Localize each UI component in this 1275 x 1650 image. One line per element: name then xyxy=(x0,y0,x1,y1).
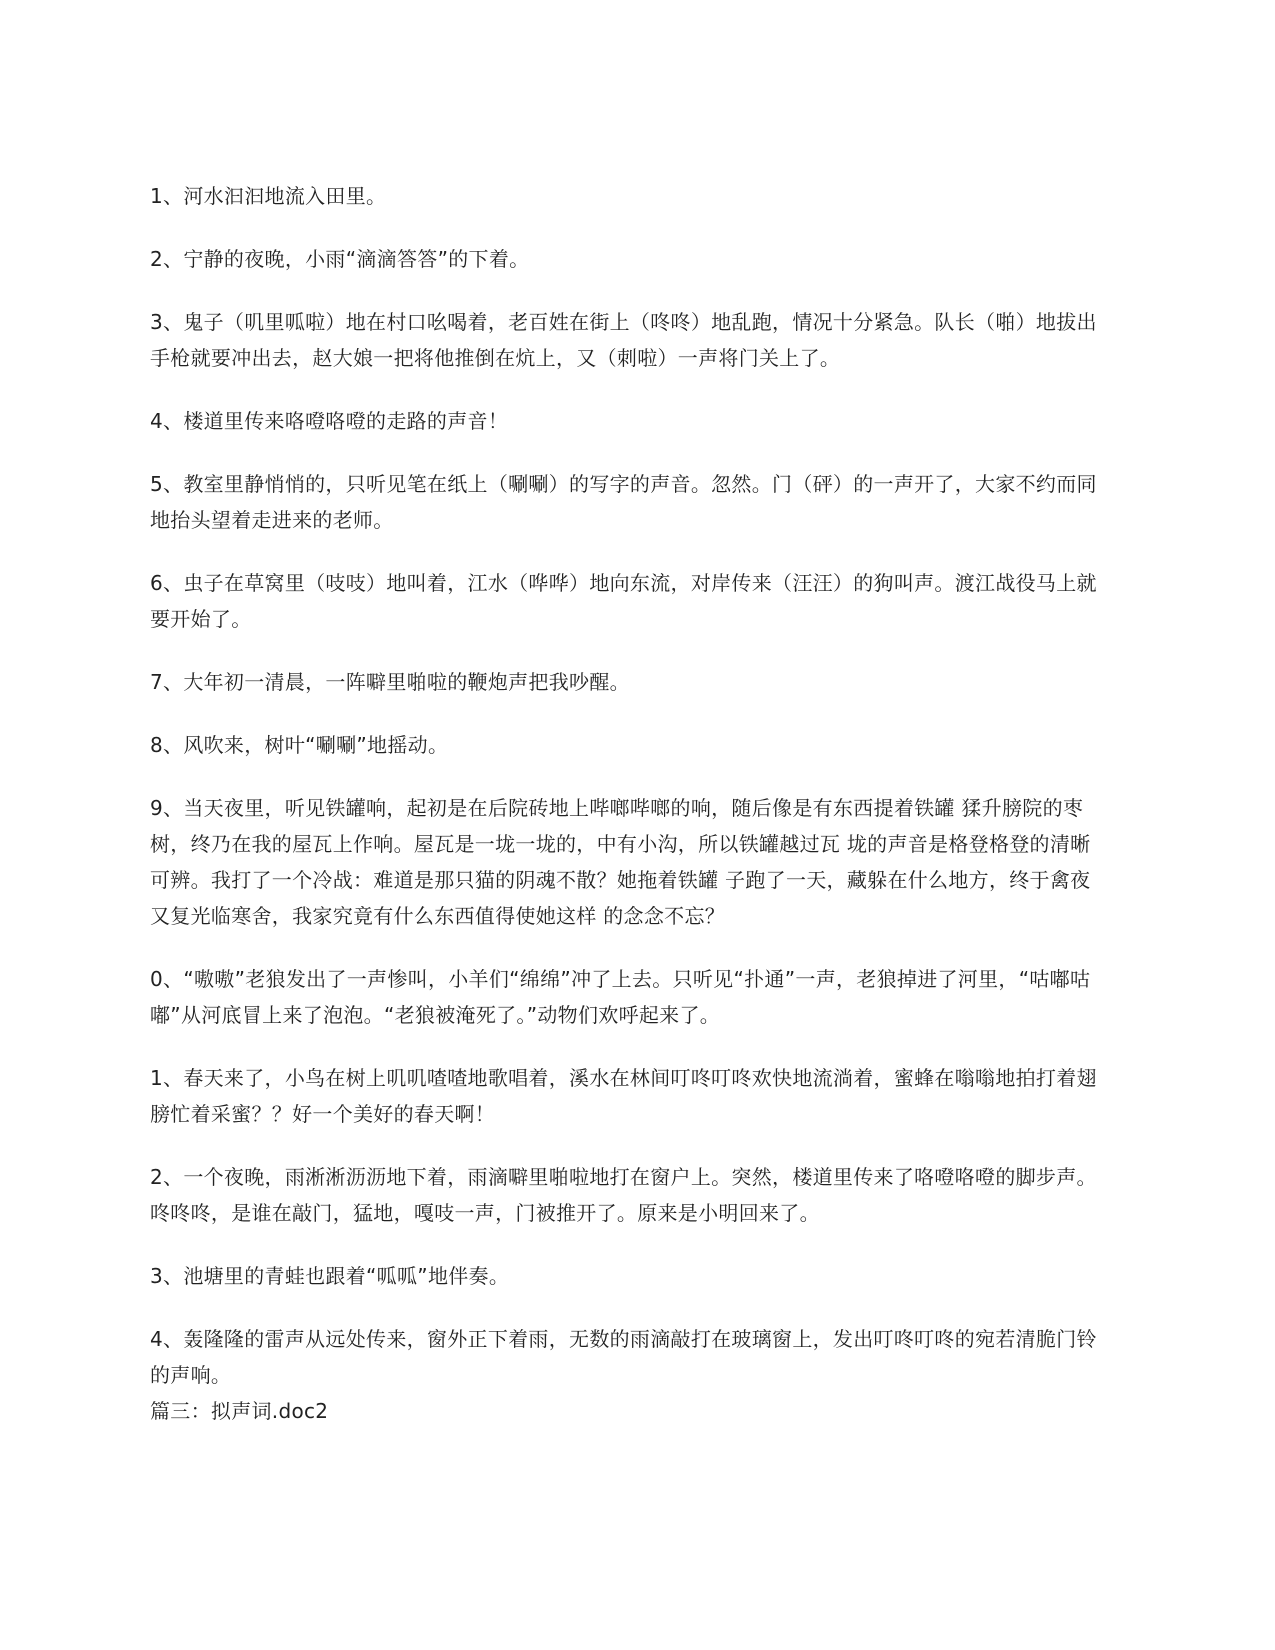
paragraph-11: 1、春天来了，小鸟在树上叽叽喳喳地歌唱着，溪水在林间叮咚叮咚欢快地流淌着，蜜蜂在嗡嗡地拍打着翅膀忙着采蜜？？好一个美好的春天啊！ xyxy=(150,1066,1097,1126)
paragraph-14: 4、轰隆隆的雷声从远处传来，窗外正下着雨，无数的雨滴敲打在玻璃窗上，发出叮咚叮咚的宛若清脆门铃的声响。 xyxy=(150,1327,1097,1387)
paragraph-10: 0、“嗷嗷”老狼发出了一声惨叫，小羊们“绵绵”冲了上去。只听见“扑通”一声，老狼掉进了河里，“咕嘟咕嘟”从河底冒上来了泡泡。“老狼被淹死了。”动物们欢呼起来了。 xyxy=(150,967,1091,1027)
paragraph-5: 5、教室里静悄悄的，只听见笔在纸上（唰唰）的写字的声音。忽然。门（砰）的一声开了，大家不约而同地抬头望着走进来的老师。 xyxy=(150,472,1097,532)
document-page xyxy=(150,178,1110,1429)
paragraph-2: 2、宁静的夜晚，小雨“滴滴答答”的下着。 xyxy=(150,247,530,271)
paragraph-7: 7、大年初一清晨，一阵噼里啪啦的鞭炮声把我吵醒。 xyxy=(150,670,630,694)
paragraph-12: 2、一个夜晚，雨淅淅沥沥地下着，雨滴噼里啪啦地打在窗户上。突然，楼道里传来了咯噔咯噔的脚步声。咚咚咚，是谁在敲门，猛地，嘎吱一声，门被推开了。原来是小明回来了。 xyxy=(150,1165,1097,1225)
section-heading: 篇三：拟声词.doc2 xyxy=(150,1399,329,1423)
paragraph-1: 1、河水汩汩地流入田里。 xyxy=(150,184,387,208)
paragraph-13: 3、池塘里的青蛙也跟着“呱呱”地伴奏。 xyxy=(150,1264,510,1288)
paragraph-4: 4、楼道里传来咯噔咯噔的走路的声音！ xyxy=(150,409,509,433)
paragraph-8: 8、风吹来，树叶“唰唰”地摇动。 xyxy=(150,733,449,757)
paragraph-9: 9、当天夜里，听见铁罐响，起初是在后院砖地上哔啷哔啷的响，随后像是有东西提着铁罐 猱升膀院的枣树，终乃在我的屋瓦上作响。屋瓦是一垅一垅的，中有小沟，所以铁罐越过瓦 垅的声音是格登格登的清晰可辨。我打了一个冷战：难道是那只猫的阴魂不散？她拖着铁罐 子跑了一天，藏躲在什么地方，终于禽夜又复光临寒舍，我家究竟有什么东西值得使她这样 的念念不忘？ xyxy=(150,796,1091,928)
paragraph-6: 6、虫子在草窝里（吱吱）地叫着，江水（哗哗）地向东流，对岸传来（汪汪）的狗叫声。渡江战役马上就要开始了。 xyxy=(150,571,1097,631)
paragraph-3: 3、鬼子（叽里呱啦）地在村口吆喝着，老百姓在街上（咚咚）地乱跑，情况十分紧急。队长（啪）地拔出手枪就要冲出去，赵大娘一把将他推倒在炕上，又（刺啦）一声将门关上了。 xyxy=(150,310,1097,370)
